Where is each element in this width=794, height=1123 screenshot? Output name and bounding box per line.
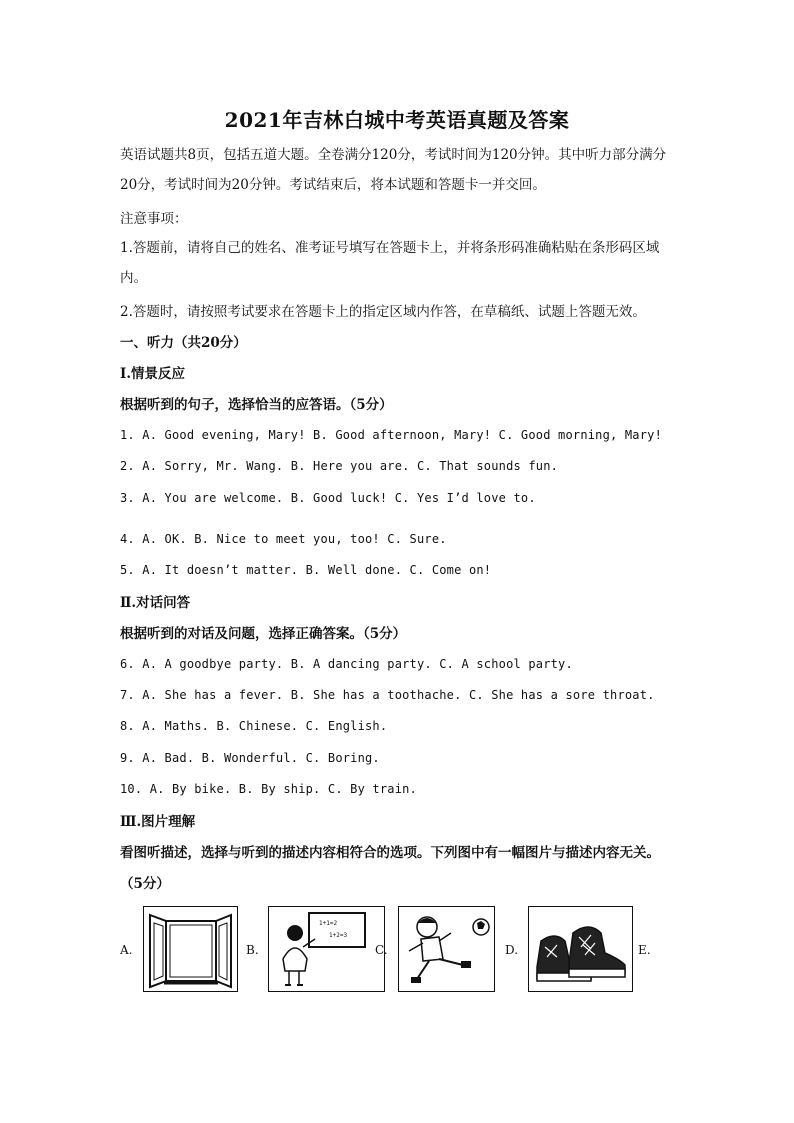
board-line-1: 1+1=2	[319, 920, 338, 927]
notes-heading: 注意事项：	[120, 211, 188, 227]
question-3: 3. A. You are welcome. B. Good luck! C. Yes I’d love to.	[120, 491, 536, 505]
picture-b-teacher	[268, 906, 385, 992]
picture-d-sneakers	[528, 906, 633, 992]
question-6: 6. A. A goodbye party. B. A dancing party. C. A school party.	[120, 657, 573, 671]
teacher-blackboard-icon	[269, 907, 384, 991]
board-line-2: 1+2=3	[329, 932, 348, 939]
question-8: 8. A. Maths. B. Chinese. C. English.	[120, 719, 388, 733]
football-boy-icon	[399, 907, 494, 991]
question-9: 9. A. Bad. B. Wonderful. C. Boring.	[120, 751, 380, 765]
section-2-title: Ⅱ.对话问答	[120, 595, 191, 611]
picture-c-football	[398, 906, 495, 992]
note-2: 2.答题时，请按照考试要求在答题卡上的指定区域内作答，在草稿纸、试题上答题无效。	[120, 304, 646, 320]
picture-label-e: E.	[638, 943, 651, 957]
picture-label-d: D.	[505, 943, 519, 957]
question-5: 5. A. It doesn’t matter. B. Well done. C. Come on!	[120, 563, 492, 577]
section-2-instruction: 根据听到的对话及问题，选择正确答案。（5分）	[120, 626, 407, 642]
window-icon	[144, 907, 237, 991]
section-1-title: Ⅰ.情景反应	[120, 366, 186, 382]
question-1: 1. A. Good evening, Mary! B. Good afternoon, Mary! C. Good morning, Mary!	[120, 428, 662, 442]
note-1: 1.答题前，请将自己的姓名、准考证号填写在答题卡上，并将条形码准确粘贴在条形码区域内。	[120, 240, 660, 286]
question-4: 4. A. OK. B. Nice to meet you, too! C. Sure.	[120, 532, 447, 546]
question-7: 7. A. She has a fever. B. She has a toothache. C. She has a sore throat.	[120, 688, 655, 702]
section-3-title: Ⅲ.图片理解	[120, 814, 196, 830]
section-1-instruction: 根据听到的句子，选择恰当的应答语。（5分）	[120, 397, 393, 413]
picture-label-b: B.	[246, 943, 259, 957]
question-10: 10. A. By bike. B. By ship. C. By train.	[120, 782, 417, 796]
page-title: 2021年吉林白城中考英语真题及答案	[224, 108, 570, 132]
question-2: 2. A. Sorry, Mr. Wang. B. Here you are. C. That sounds fun.	[120, 459, 559, 473]
sneaker-icon	[529, 907, 632, 991]
picture-label-a: A.	[120, 943, 133, 957]
picture-a-window	[143, 906, 238, 992]
intro-paragraph: 英语试题共8页，包括五道大题。全卷满分120分，考试时间为120分钟。其中听力部分满分20分，考试时间为20分钟。考试结束后，将本试题和答题卡一并交回。	[120, 147, 667, 193]
section-3-score: （5分）	[120, 876, 170, 892]
picture-label-c: C.	[375, 943, 388, 957]
section-3-instruction: 看图听描述，选择与听到的描述内容相符合的选项。下列图中有一幅图片与描述内容无关。	[120, 845, 660, 861]
part-1-heading: 一、听力（共20分）	[120, 335, 247, 351]
